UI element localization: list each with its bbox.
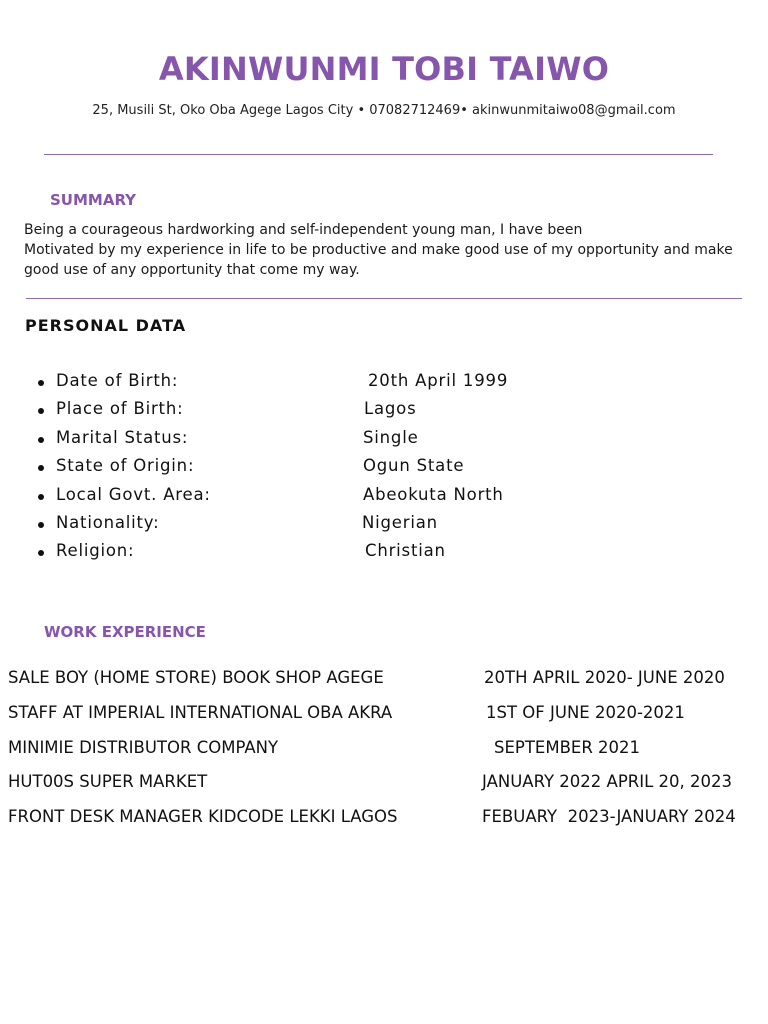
- personal-value: Single: [363, 427, 419, 447]
- list-item: [0, 369, 768, 397]
- job-dates: 20TH APRIL 2020- JUNE 2020: [484, 668, 725, 687]
- job-dates: SEPTEMBER 2021: [494, 737, 641, 757]
- personal-label: Date of Birth:: [56, 371, 179, 390]
- divider-summary: [26, 298, 742, 299]
- page-title: AKINWUNMI TOBI TAIWO: [158, 50, 610, 88]
- summary-line: good use of any opportunity that come my way.: [24, 262, 360, 278]
- list-item: [0, 770, 768, 805]
- bullet-icon: [38, 380, 44, 386]
- personal-value: Nigerian: [362, 512, 438, 532]
- summary-line: Being a courageous hardworking and self-independent young man, I have been: [24, 222, 583, 238]
- personal-value: Lagos: [364, 399, 417, 419]
- contact-info: 25, Musili St, Oko Oba Agege Lagos City • 07082712469• akinwunmitaiwo08@gmail.com: [92, 103, 676, 118]
- job-dates: JANUARY 2022 APRIL 20, 2023: [482, 772, 733, 792]
- list-item: [0, 397, 768, 425]
- bullet-icon: [38, 437, 44, 443]
- job-title: SALE BOY (HOME STORE) BOOK SHOP AGEGE: [8, 668, 384, 687]
- personal-label: Religion:: [56, 541, 135, 561]
- personal-value: Ogun State: [363, 456, 465, 476]
- personal-value: 20th April 1999: [368, 371, 509, 390]
- list-item: [0, 701, 768, 736]
- bullet-icon: [38, 408, 44, 414]
- personal-value: Christian: [365, 541, 446, 561]
- job-dates: FEBUARY 2023-JANUARY 2024: [482, 807, 736, 827]
- personal-label: State of Origin:: [56, 456, 195, 476]
- personal-data-heading: PERSONAL DATA: [25, 316, 187, 335]
- job-title: FRONT DESK MANAGER KIDCODE LEKKI LAGOS: [8, 807, 398, 827]
- bullet-icon: [38, 465, 44, 471]
- list-item: [0, 426, 768, 454]
- list-item: [0, 511, 768, 539]
- job-title: STAFF AT IMPERIAL INTERNATIONAL OBA AKRA: [8, 702, 393, 722]
- job-title: MINIMIE DISTRIBUTOR COMPANY: [8, 737, 279, 757]
- summary-text: [24, 220, 764, 280]
- job-dates: 1ST OF JUNE 2020-2021: [486, 702, 685, 722]
- divider-header: [44, 154, 713, 155]
- bullet-icon: [38, 522, 44, 528]
- work-experience-list: [0, 666, 768, 840]
- list-item: [0, 454, 768, 482]
- job-title: HUT00S SUPER MARKET: [8, 772, 208, 792]
- summary-heading: SUMMARY: [50, 191, 137, 209]
- personal-label: Nationality:: [56, 512, 160, 532]
- personal-data-list: [0, 369, 768, 568]
- list-item: [0, 805, 768, 840]
- summary-line: Motivated by my experience in life to be productive and make good use of my opportunity and make: [24, 242, 733, 258]
- personal-label: Place of Birth:: [56, 399, 184, 419]
- list-item: [0, 736, 768, 771]
- personal-label: Marital Status:: [56, 427, 189, 447]
- list-item: [0, 539, 768, 567]
- list-item: [0, 666, 768, 701]
- work-experience-heading: WORK EXPERIENCE: [44, 623, 206, 641]
- personal-label: Local Govt. Area:: [56, 484, 211, 504]
- bullet-icon: [38, 494, 44, 500]
- bullet-icon: [38, 550, 44, 556]
- personal-value: Abeokuta North: [363, 484, 504, 504]
- list-item: [0, 483, 768, 511]
